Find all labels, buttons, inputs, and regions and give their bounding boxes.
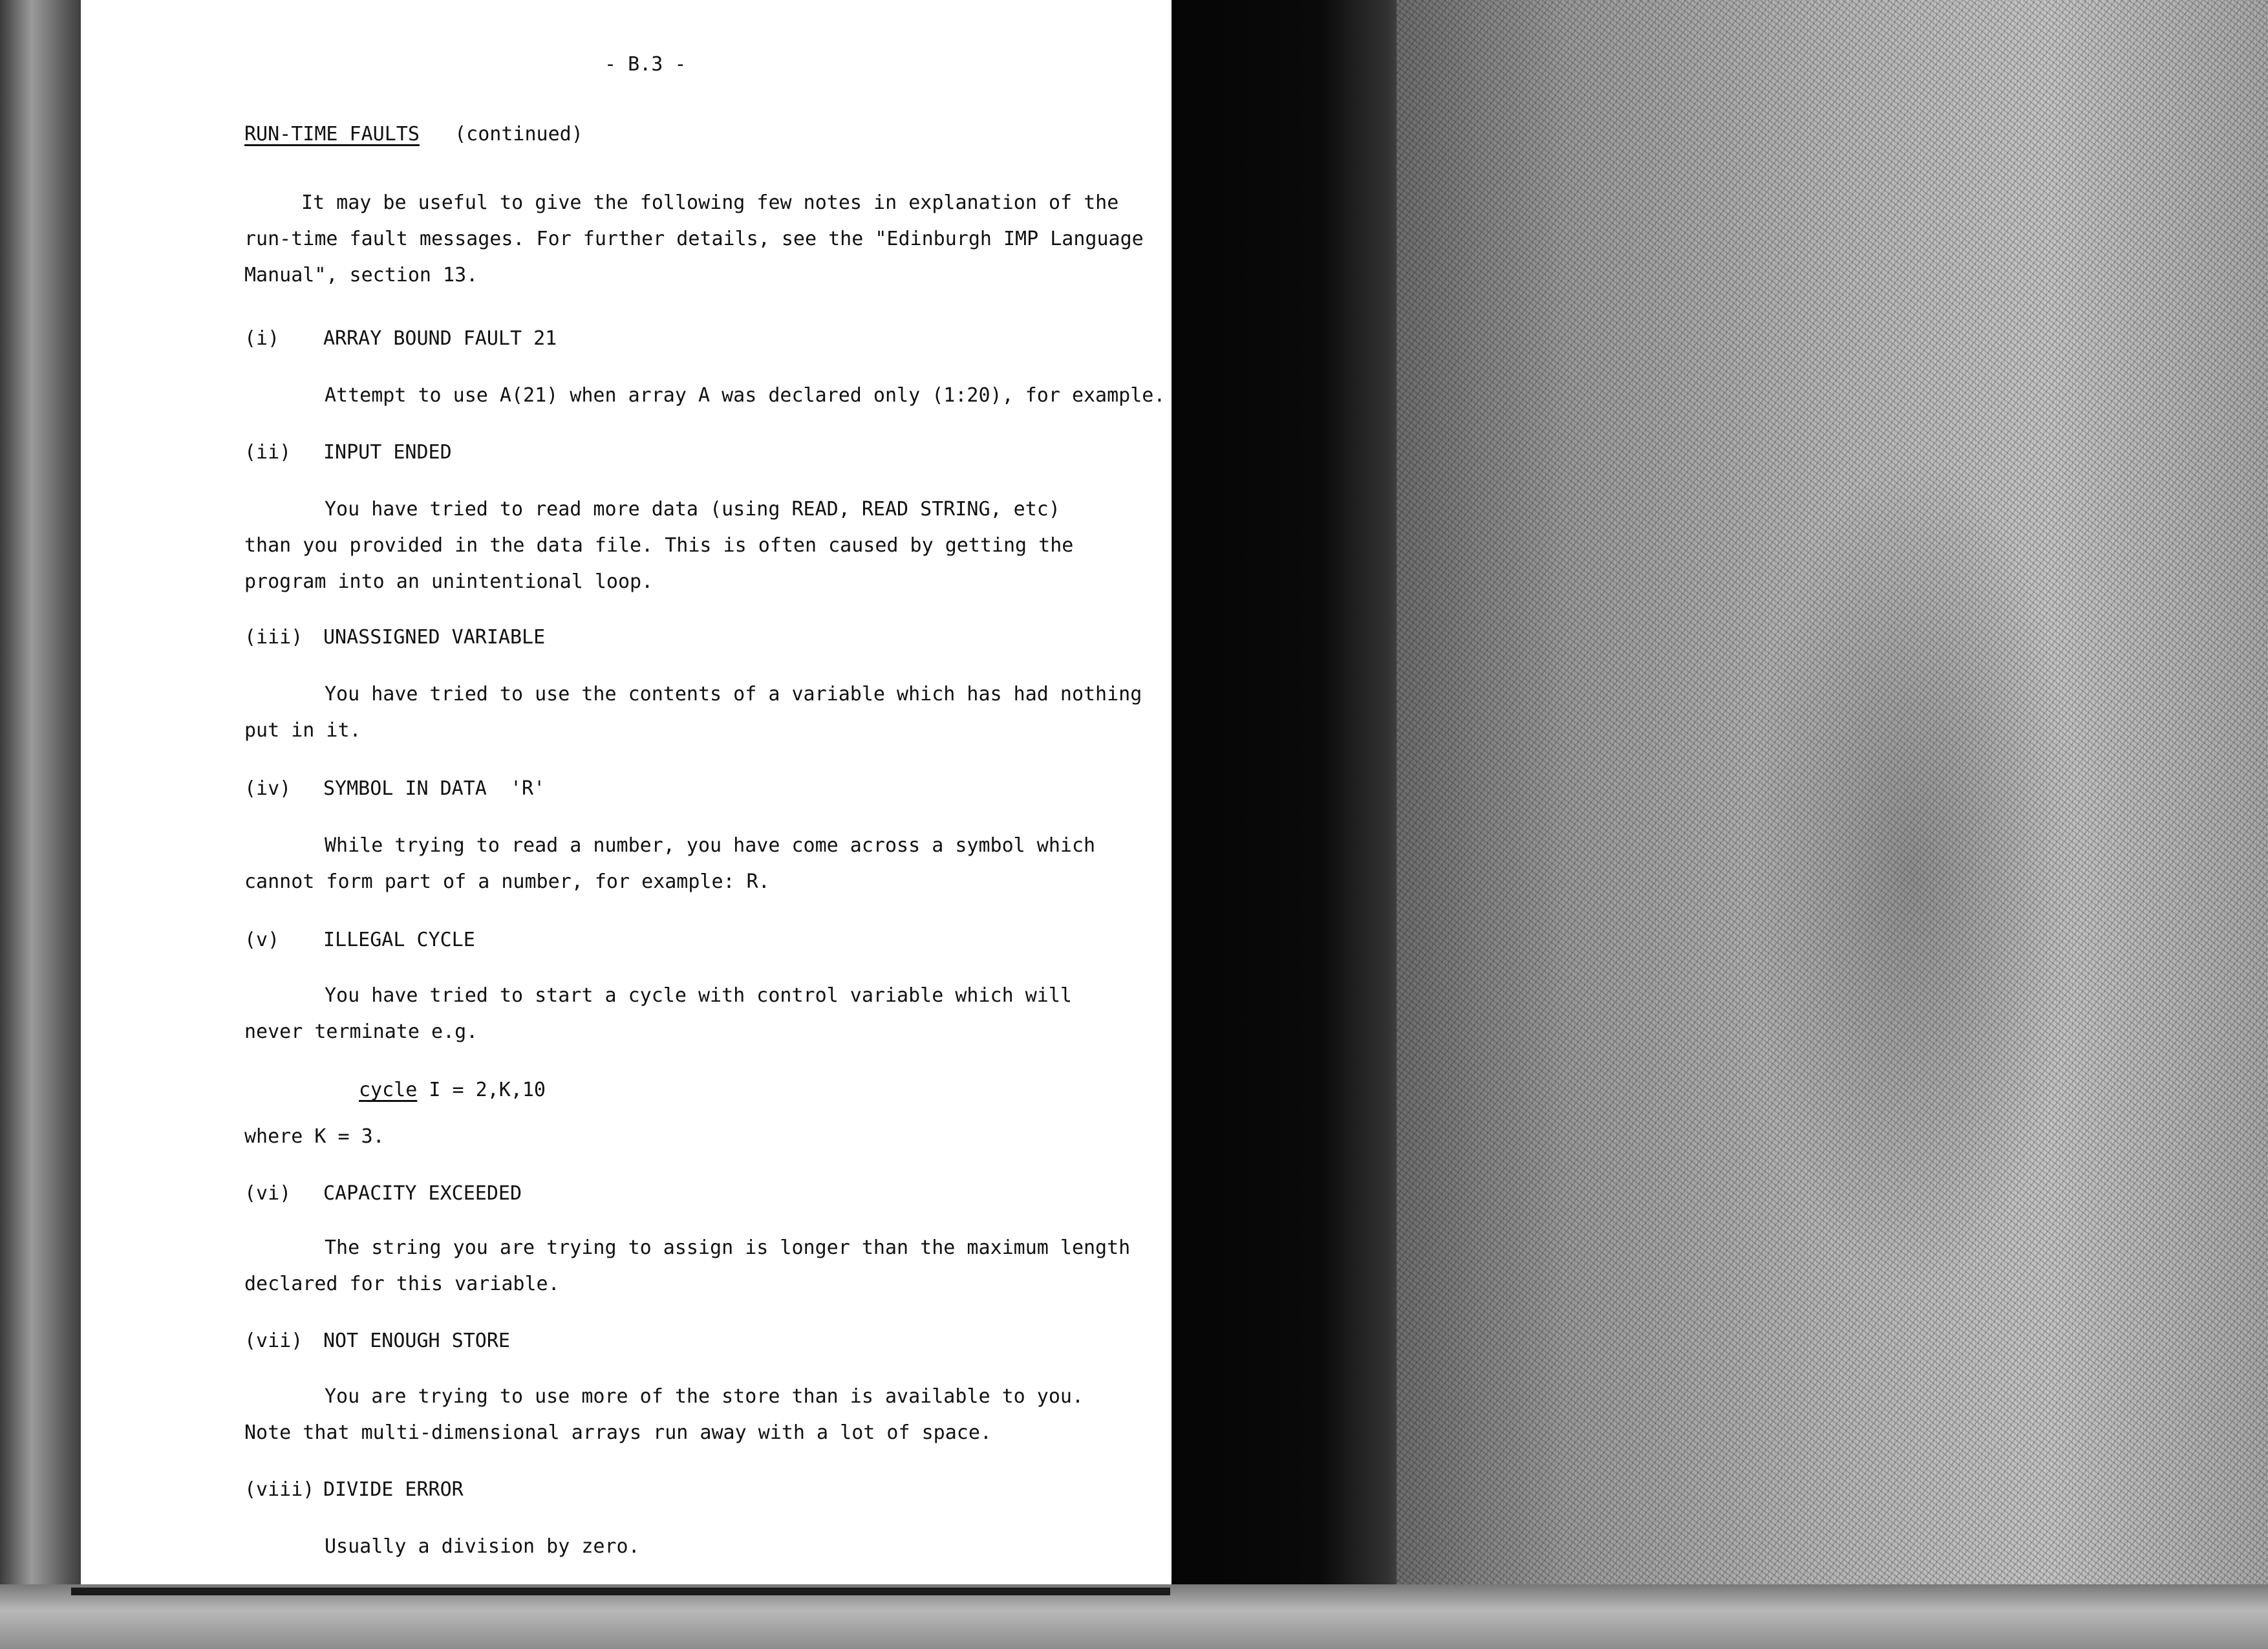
fault-line: The string you are trying to assign is longer than the maximum length (325, 1236, 1131, 1259)
fault-description-vi (244, 1230, 1130, 1302)
fault-line: You are trying to use more of the store than is available to you. (325, 1385, 1084, 1408)
fault-title: SYMBOL IN DATA 'R' (323, 777, 546, 800)
fault-line: You have tried to use the contents of a variable which has had nothing (325, 683, 1142, 706)
fault-title: ILLEGAL CYCLE (323, 929, 475, 951)
fault-description-viii (244, 1529, 640, 1565)
fault-title: ARRAY BOUND FAULT 21 (323, 327, 557, 350)
fault-number: (vi) (244, 1182, 292, 1205)
fault-heading-vi (244, 1176, 522, 1212)
fault-heading-i (244, 321, 557, 357)
intro-line: run-time fault messages. For further details, see the "Edinburgh IMP Language (244, 228, 1144, 250)
facing-page-shadow (1746, 453, 2082, 1293)
fault-number: (iii) (244, 626, 303, 649)
fault-line: declared for this variable. (244, 1273, 560, 1295)
fault-number: (ii) (244, 441, 292, 464)
fault-title: INPUT ENDED (323, 441, 452, 464)
fault-number: (v) (244, 929, 280, 951)
code-example-note: where K = 3. (244, 1125, 385, 1148)
fault-title: DIVIDE ERROR (323, 1478, 464, 1501)
fault-line: You have tried to start a cycle with control variable which will (325, 984, 1072, 1007)
fault-description-iii (244, 676, 1142, 749)
section-title: RUN-TIME FAULTS (244, 123, 420, 146)
fault-description-i (244, 378, 1165, 414)
code-expression: I = 2,K,10 (417, 1079, 546, 1101)
fault-number: (iv) (244, 777, 292, 800)
intro-line: It may be useful to give the following few notes in explanation of the (301, 191, 1119, 214)
fault-line: never terminate e.g. (244, 1020, 478, 1043)
fault-description-ii (244, 491, 1073, 600)
fault-line: program into an unintentional loop. (244, 570, 654, 593)
fault-heading-ii (244, 435, 452, 471)
fault-line: Attempt to use A(21) when array A was declared only (1:20), for example. (325, 384, 1166, 407)
code-example (359, 1072, 546, 1108)
fault-description-iv (244, 828, 1095, 900)
page-number: - B.3 - (604, 53, 687, 76)
fault-line: Usually a division by zero. (325, 1535, 640, 1558)
fault-line: Note that multi-dimensional arrays run away with a lot of space. (244, 1421, 992, 1444)
fault-number: (i) (244, 327, 280, 350)
fault-line: cannot form part of a number, for example: R. (244, 870, 770, 893)
fault-description-v (244, 978, 1072, 1050)
intro-line: Manual", section 13. (244, 264, 478, 286)
fault-heading-vii (244, 1323, 510, 1359)
fault-number: (vii) (244, 1330, 303, 1352)
section-heading (244, 116, 583, 153)
fault-line: While trying to read a number, you have come across a symbol which (325, 834, 1096, 857)
fault-heading-v (244, 922, 475, 958)
fault-number: (viii) (244, 1478, 315, 1501)
scan-left-border (0, 0, 91, 1649)
section-title-suffix: (continued) (455, 123, 583, 146)
fault-line: than you provided in the data file. This is often caused by getting the (244, 534, 1074, 557)
page-bottom-edge (71, 1588, 1170, 1595)
fault-description-vii (244, 1379, 1084, 1451)
intro-paragraph (244, 185, 1144, 294)
fault-line: You have tried to read more data (using READ, READ STRING, etc) (325, 498, 1060, 521)
fault-title: CAPACITY EXCEEDED (323, 1182, 522, 1205)
fault-line: put in it. (244, 719, 361, 742)
code-keyword-cycle: cycle (359, 1079, 418, 1101)
fault-heading-iii (244, 620, 545, 656)
fault-title: NOT ENOUGH STORE (323, 1330, 510, 1352)
fault-heading-iv (244, 771, 545, 807)
fault-heading-viii (244, 1472, 464, 1508)
fault-title: UNASSIGNED VARIABLE (323, 626, 546, 649)
